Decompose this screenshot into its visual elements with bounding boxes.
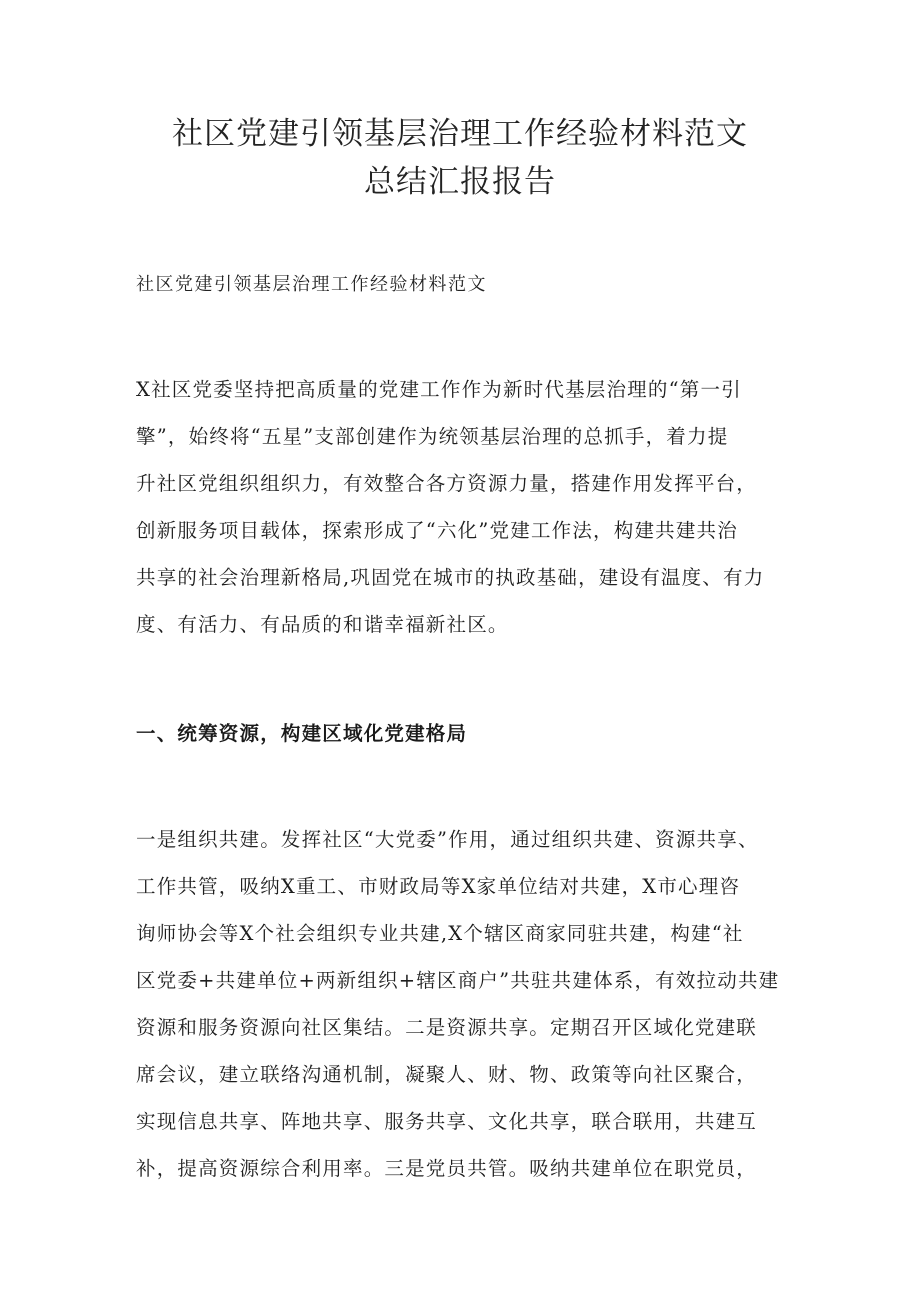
paragraph-line: 补，提高资源综合利用率。三是党员共管。吸纳共建单位在职党员， xyxy=(136,1157,758,1180)
paragraph-line: 一是组织共建。发挥社区“大党委”作用，通过组织共建、资源共享、 xyxy=(136,828,759,851)
section-paragraph xyxy=(136,816,816,1192)
paragraph-line: X社区党委坚持把高质量的党建工作作为新时代基层治理的“第一引 xyxy=(136,378,742,401)
intro-paragraph xyxy=(136,366,816,648)
paragraph-line: 实现信息共享、阵地共享、服务共享、文化共享，联合联用，共建互 xyxy=(136,1110,758,1133)
paragraph-line: 创新服务项目载体，探索形成了“六化”党建工作法，构建共建共治 xyxy=(136,519,738,542)
document-title-line-2: 总结汇报报告 xyxy=(364,164,556,200)
paragraph-line: 度、有活力、有品质的和谐幸福新社区。 xyxy=(136,613,509,636)
paragraph-line: 擎”，始终将“五星”支部创建作为统领基层治理的总抓手，着力提 xyxy=(136,425,729,448)
paragraph-line: 区党委+共建单位+两新组织+辖区商户”共驻共建体系，有效拉动共建 xyxy=(136,969,780,992)
document-title-line-1: 社区党建引领基层治理工作经验材料范文 xyxy=(172,116,748,152)
paragraph-line: 工作共管，吸纳X重工、市财政局等X家单位结对共建，X市心理咨 xyxy=(136,875,741,898)
paragraph-line: 共享的社会治理新格局,巩固党在城市的执政基础，建设有温度、有力 xyxy=(136,566,765,589)
paragraph-line: 询师协会等X个社会组织专业共建,X个辖区商家同驻共建，构建“社 xyxy=(136,922,744,945)
paragraph-line: 升社区党组织组织力，有效整合各方资源力量，搭建作用发挥平台， xyxy=(136,472,758,495)
paragraph-line: 席会议，建立联络沟通机制，凝聚人、财、物、政策等向社区聚合， xyxy=(136,1063,758,1086)
document-subtitle: 社区党建引领基层治理工作经验材料范文 xyxy=(136,274,487,295)
paragraph-line: 资源和服务资源向社区集结。二是资源共享。定期召开区域化党建联 xyxy=(136,1016,758,1039)
section-heading: 一、统筹资源，构建区域化党建格局 xyxy=(136,722,468,745)
